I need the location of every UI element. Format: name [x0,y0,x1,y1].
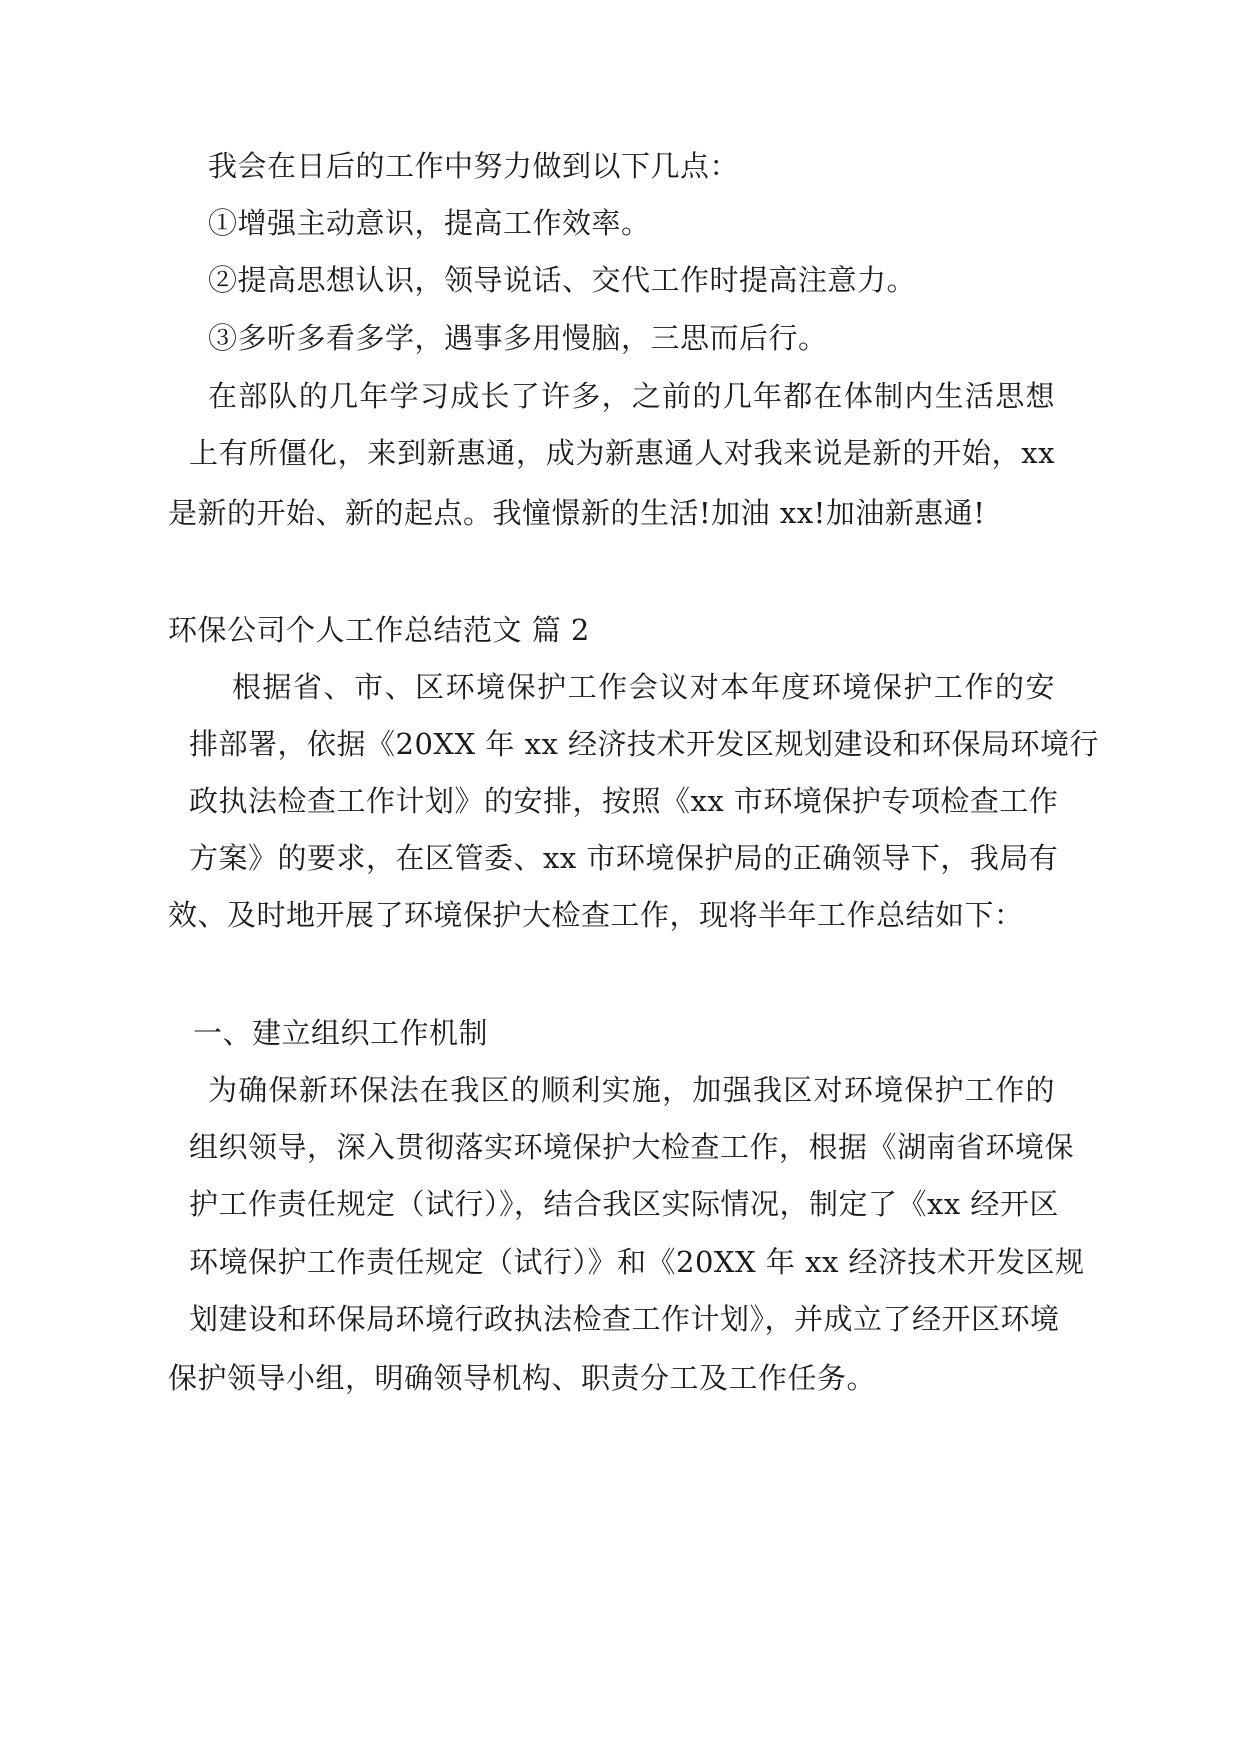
paragraph2-line-2: 组织领导，深入贯彻落实环境保护大检查工作，根据《湖南省环境保 [189,1130,1075,1164]
intro-item-3: ③多听多看多学，遇事多用慢脑，三思而后行。 [208,321,828,355]
paragraph1-line-1: 根据省、市、区环境保护工作会议对本年度环境保护工作的安 [232,670,1055,704]
section-heading-1: 一、建立组织工作机制 [193,1016,489,1050]
intro-item-2: ②提高思想认识，领导说话、交代工作时提高注意力。 [208,263,917,297]
closing-line-3: 是新的开始、新的起点。我憧憬新的生活!加油 xx!加油新惠通! [168,496,986,530]
paragraph2-line-4: 环境保护工作责任规定（试行）》和《20XX 年 xx 经济技术开发区规 [189,1245,1085,1279]
paragraph1-line-4: 方案》的要求，在区管委、xx 市环境保护局的正确领导下，我局有 [189,841,1059,875]
intro-lead: 我会在日后的工作中努力做到以下几点： [208,149,740,183]
paragraph1-line-3: 政执法检查工作计划》的安排，按照《xx 市环境保护专项检查工作 [189,784,1059,818]
closing-line-1: 在部队的几年学习成长了许多，之前的几年都在体制内生活思想 [208,379,1055,413]
intro-item-1: ①增强主动意识，提高工作效率。 [208,206,651,240]
paragraph1-line-2: 排部署，依据《20XX 年 xx 经济技术开发区规划建设和环保局环境行 [189,727,1100,761]
closing-line-2: 上有所僵化，来到新惠通，成为新惠通人对我来说是新的开始，xx [189,436,1055,470]
section-title: 环保公司个人工作总结范文 篇 2 [168,613,590,647]
paragraph2-line-5: 划建设和环保局环境行政执法检查工作计划》，并成立了经开区环境 [189,1302,1060,1336]
paragraph2-line-3: 护工作责任规定（试行）》，结合我区实际情况，制定了《xx 经开区 [189,1187,1059,1221]
paragraph1-line-5: 效、及时地开展了环境保护大检查工作，现将半年工作总结如下： [168,898,1024,932]
paragraph2-line-1: 为确保新环保法在我区的顺利实施，加强我区对环境保护工作的 [208,1073,1055,1107]
paragraph2-line-6: 保护领导小组，明确领导机构、职责分工及工作任务。 [168,1361,877,1395]
